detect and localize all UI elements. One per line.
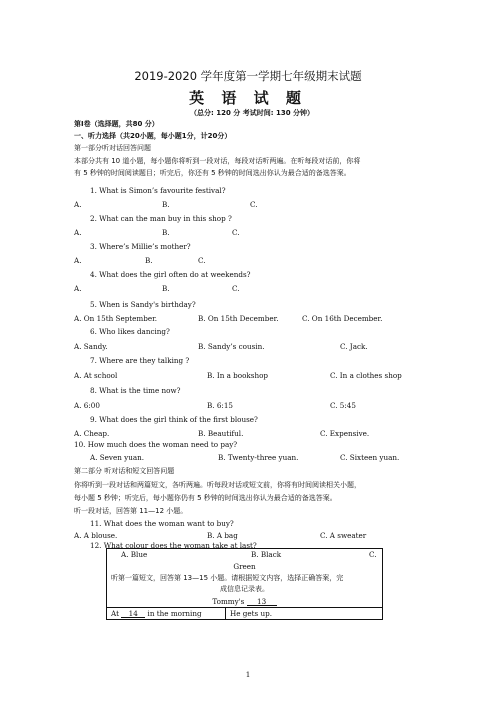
q7-option-a: A. At school — [74, 371, 118, 380]
q12-option-b: B. Black — [251, 550, 282, 559]
q10-option-b: B. Twenty-three yuan. — [218, 453, 299, 462]
q5-option-b: B. On 15th December. — [198, 314, 279, 323]
q7-option-b: B. In a bookshop — [207, 371, 269, 380]
question-12: 12. What colour does the woman take at last? — [90, 541, 257, 550]
q2-option-c: C. — [232, 228, 240, 237]
q12-option-a: A. Blue — [121, 550, 148, 559]
q1-option-a: A. — [74, 200, 82, 209]
at-label: At — [111, 609, 119, 618]
page-number: 1 — [245, 670, 251, 679]
q9-option-a: A. Cheap. — [74, 429, 110, 438]
part1-heading: 第Ⅰ卷（选择题，共80 分） — [74, 120, 159, 128]
q4-option-a: A. — [74, 284, 82, 293]
blank-13-number: 13 — [257, 597, 267, 606]
gets-up-text: He gets up. — [230, 609, 273, 618]
q12-options-cell — [107, 549, 383, 608]
passage1-instruction-1: 听第一篇短文，回答第 13—15 小题。请根据短文内容，选择正确答案，完 — [111, 574, 344, 582]
question-11: 11. What does the woman want to buy? — [90, 519, 234, 528]
q3-option-a: A. — [74, 256, 82, 265]
section1-heading: 一、听力选择（共20小题，每小题1分，计20分） — [74, 132, 232, 140]
question-9: 9. What does the girl think of the first blouse? — [90, 415, 258, 424]
blank-13[interactable] — [247, 597, 277, 606]
exam-meta: （总分: 120 分 考试时间: 130 分钟） — [190, 109, 315, 117]
question-2: 2. What can the man buy in this shop ? — [90, 214, 232, 223]
q8-option-b: B. 6:15 — [207, 401, 233, 410]
q3-option-b: B. — [145, 256, 153, 265]
exam-title: 2019-2020 学年度第一学期七年级期末试题 — [134, 69, 362, 83]
q7-option-c: C. In a clothes shop — [330, 371, 402, 380]
question-1: 1. What is Simon’s favourite festival? — [90, 186, 226, 195]
section2-instruction-1: 你将听到一段对话和两篇短文，各听两遍。听每段对话或短文前，你将有时间阅读相关小题， — [74, 481, 361, 489]
subject-title: 英 语 试 题 — [189, 89, 307, 107]
q4-option-b: B. — [162, 284, 170, 293]
info-record-table — [106, 548, 383, 620]
q6-option-c: C. Jack. — [340, 342, 368, 351]
instruction-line-2: 有 5 秒钟的时间阅读题目；听完后，你还有 5 秒钟的时间选出你认为最合适的备选答案。 — [74, 169, 351, 177]
question-8: 8. What is the time now? — [90, 386, 181, 395]
q12-option-c: C. — [369, 550, 377, 559]
q1-option-b: B. — [162, 200, 170, 209]
table-title-row — [111, 597, 378, 606]
q11-option-a: A. A blouse. — [74, 531, 118, 540]
morning-label: in the morning — [147, 609, 202, 618]
question-10: 10. How much does the woman need to pay? — [74, 440, 238, 449]
q4-option-c: C. — [232, 284, 240, 293]
q9-option-c: C. Expensive. — [320, 429, 370, 438]
q8-option-a: A. 6:00 — [74, 401, 100, 410]
blank-14-number: 14 — [128, 609, 138, 618]
question-5: 5. When is Sandy's birthday? — [90, 300, 196, 309]
q6-option-a: A. Sandy. — [74, 342, 108, 351]
q2-option-a: A. — [74, 228, 82, 237]
section2-instruction-2: 每小题 5 秒钟；听完后，每小题你仍有 5 秒钟的时间选出你认为最合适的备选答案。 — [74, 494, 337, 502]
question-4: 4. What does the girl often do at weekends? — [90, 270, 251, 279]
q10-option-a: A. Seven yuan. — [90, 453, 145, 462]
activity-cell — [226, 608, 383, 620]
q11-option-b: B. A bag — [207, 531, 238, 540]
section1-sub: 第一部分听对话回答问题 — [74, 144, 151, 152]
q6-option-b: B. Sandy’s cousin. — [198, 342, 265, 351]
section2-heading: 第二部分 听对话和短文回答问题 — [74, 467, 175, 475]
q5-option-c: C. On 16th December. — [302, 314, 383, 323]
q5-option-a: A. On 15th September. — [74, 314, 158, 323]
q2-option-b: B. — [162, 228, 170, 237]
instruction-line-1: 本部分共有 10 道小题，每小题你将听到一段对话，每段对话听两遍。在听每段对话前，你将 — [74, 157, 361, 165]
q3-option-c: C. — [198, 256, 206, 265]
passage1-instruction-2: 成信息记录表。 — [220, 585, 269, 593]
blank-14[interactable] — [121, 609, 145, 618]
q11-option-c: C. A sweater — [320, 531, 367, 540]
time-cell — [107, 608, 226, 620]
tommy-label: Tommy's — [212, 597, 245, 606]
section2-instruction-3: 听一段对话，回答第 11—12 小题。 — [74, 507, 188, 515]
q10-option-c: C. Sixteen yuan. — [340, 453, 400, 462]
question-3: 3. Where’s Millie’s mother? — [90, 242, 191, 251]
question-7: 7. Where are they talking ? — [90, 356, 190, 365]
question-6: 6. Who likes dancing? — [90, 327, 170, 336]
q8-option-c: C. 5:45 — [330, 401, 356, 410]
q1-option-c: C. — [250, 200, 258, 209]
q9-option-b: B. Beautiful. — [198, 429, 244, 438]
q12-option-c-text: Green — [233, 562, 256, 571]
